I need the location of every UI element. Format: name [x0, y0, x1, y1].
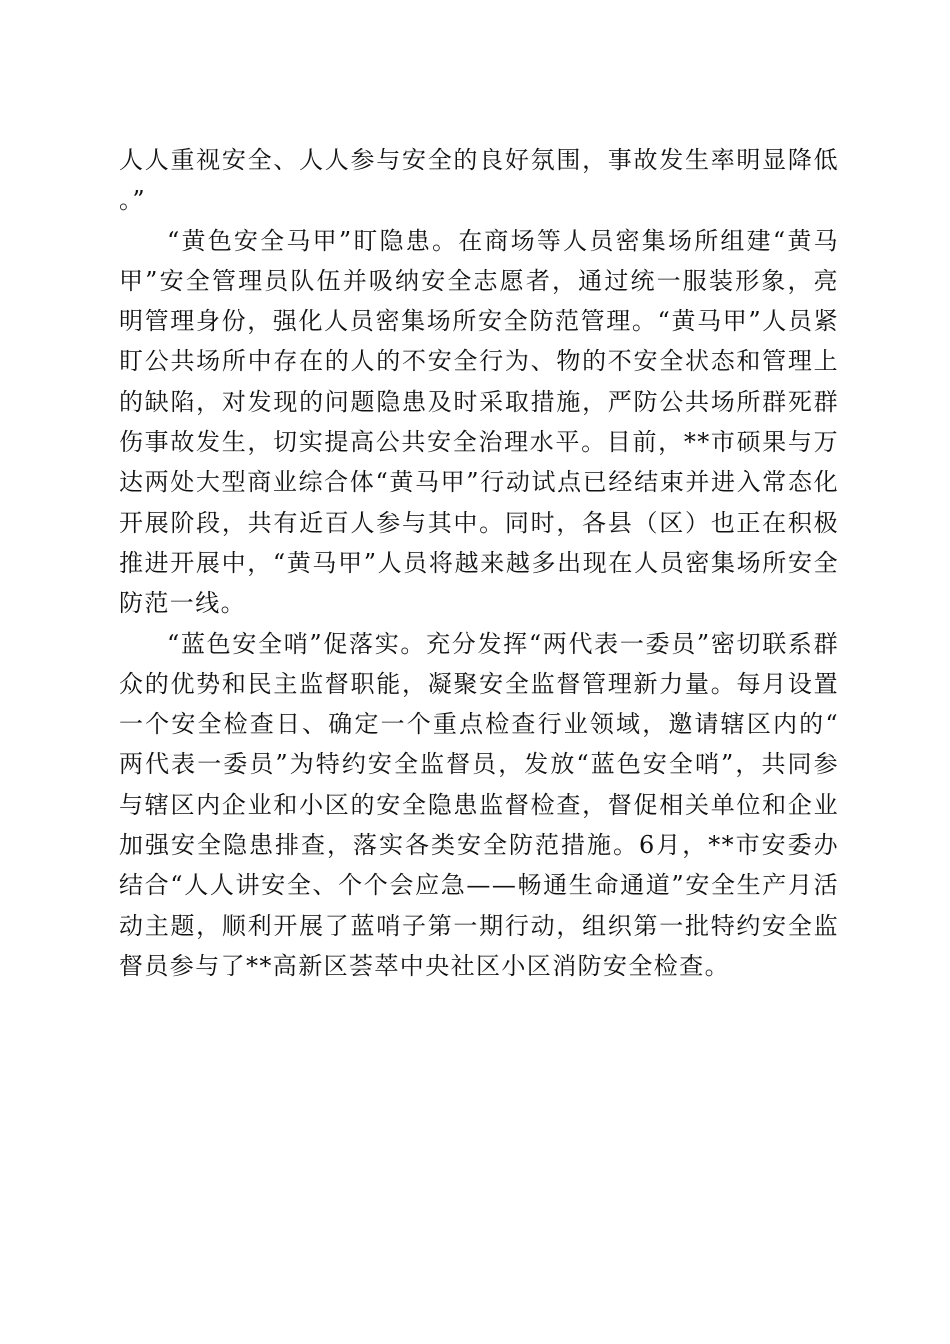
paragraph-blue-whistle: “蓝色安全哨”促落实。充分发挥“两代表一委员”密切联系群众的优势和民主监督职能，凝聚安全监督管理新力量。每月设置一个安全检查日、确定一个重点检查行业领域，邀请辖区内的“两代表一委员”为特约安全监督员，发放“蓝色安全哨”，共同参与辖区内企业和小区的安全隐患监督检查，督促相关单位和企业加强安全隐患排查，落实各类安全防范措施。6月，**市安委办结合“人人讲安全、个个会应急——畅通生命通道”安全生产月活动主题，顺利开展了蓝哨子第一期行动，组织第一批特约安全监督员参与了**高新区荟萃中央社区小区消防安全检查。	[119, 629, 839, 980]
document-body	[119, 140, 839, 986]
paragraph-continuation: 人人重视安全、人人参与安全的良好氛围，事故发生率明显降低。”	[119, 146, 839, 215]
paragraph-yellow-vest: “黄色安全马甲”盯隐患。在商场等人员密集场所组建“黄马甲”安全管理员队伍并吸纳安全志愿者，通过统一服装形象，亮明管理身份，强化人员密集场所安全防范管理。“黄马甲”人员紧盯公共场所中存在的人的不安全行为、物的不安全状态和管理上的缺陷，对发现的问题隐患及时采取措施，严防公共场所群死群伤事故发生，切实提高公共安全治理水平。目前，**市硕果与万达两处大型商业综合体“黄马甲”行动试点已经结束并进入常态化开展阶段，共有近百人参与其中。同时，各县（区）也正在积极推进开展中，“黄马甲”人员将越来越多出现在人员密集场所安全防范一线。	[119, 226, 839, 618]
